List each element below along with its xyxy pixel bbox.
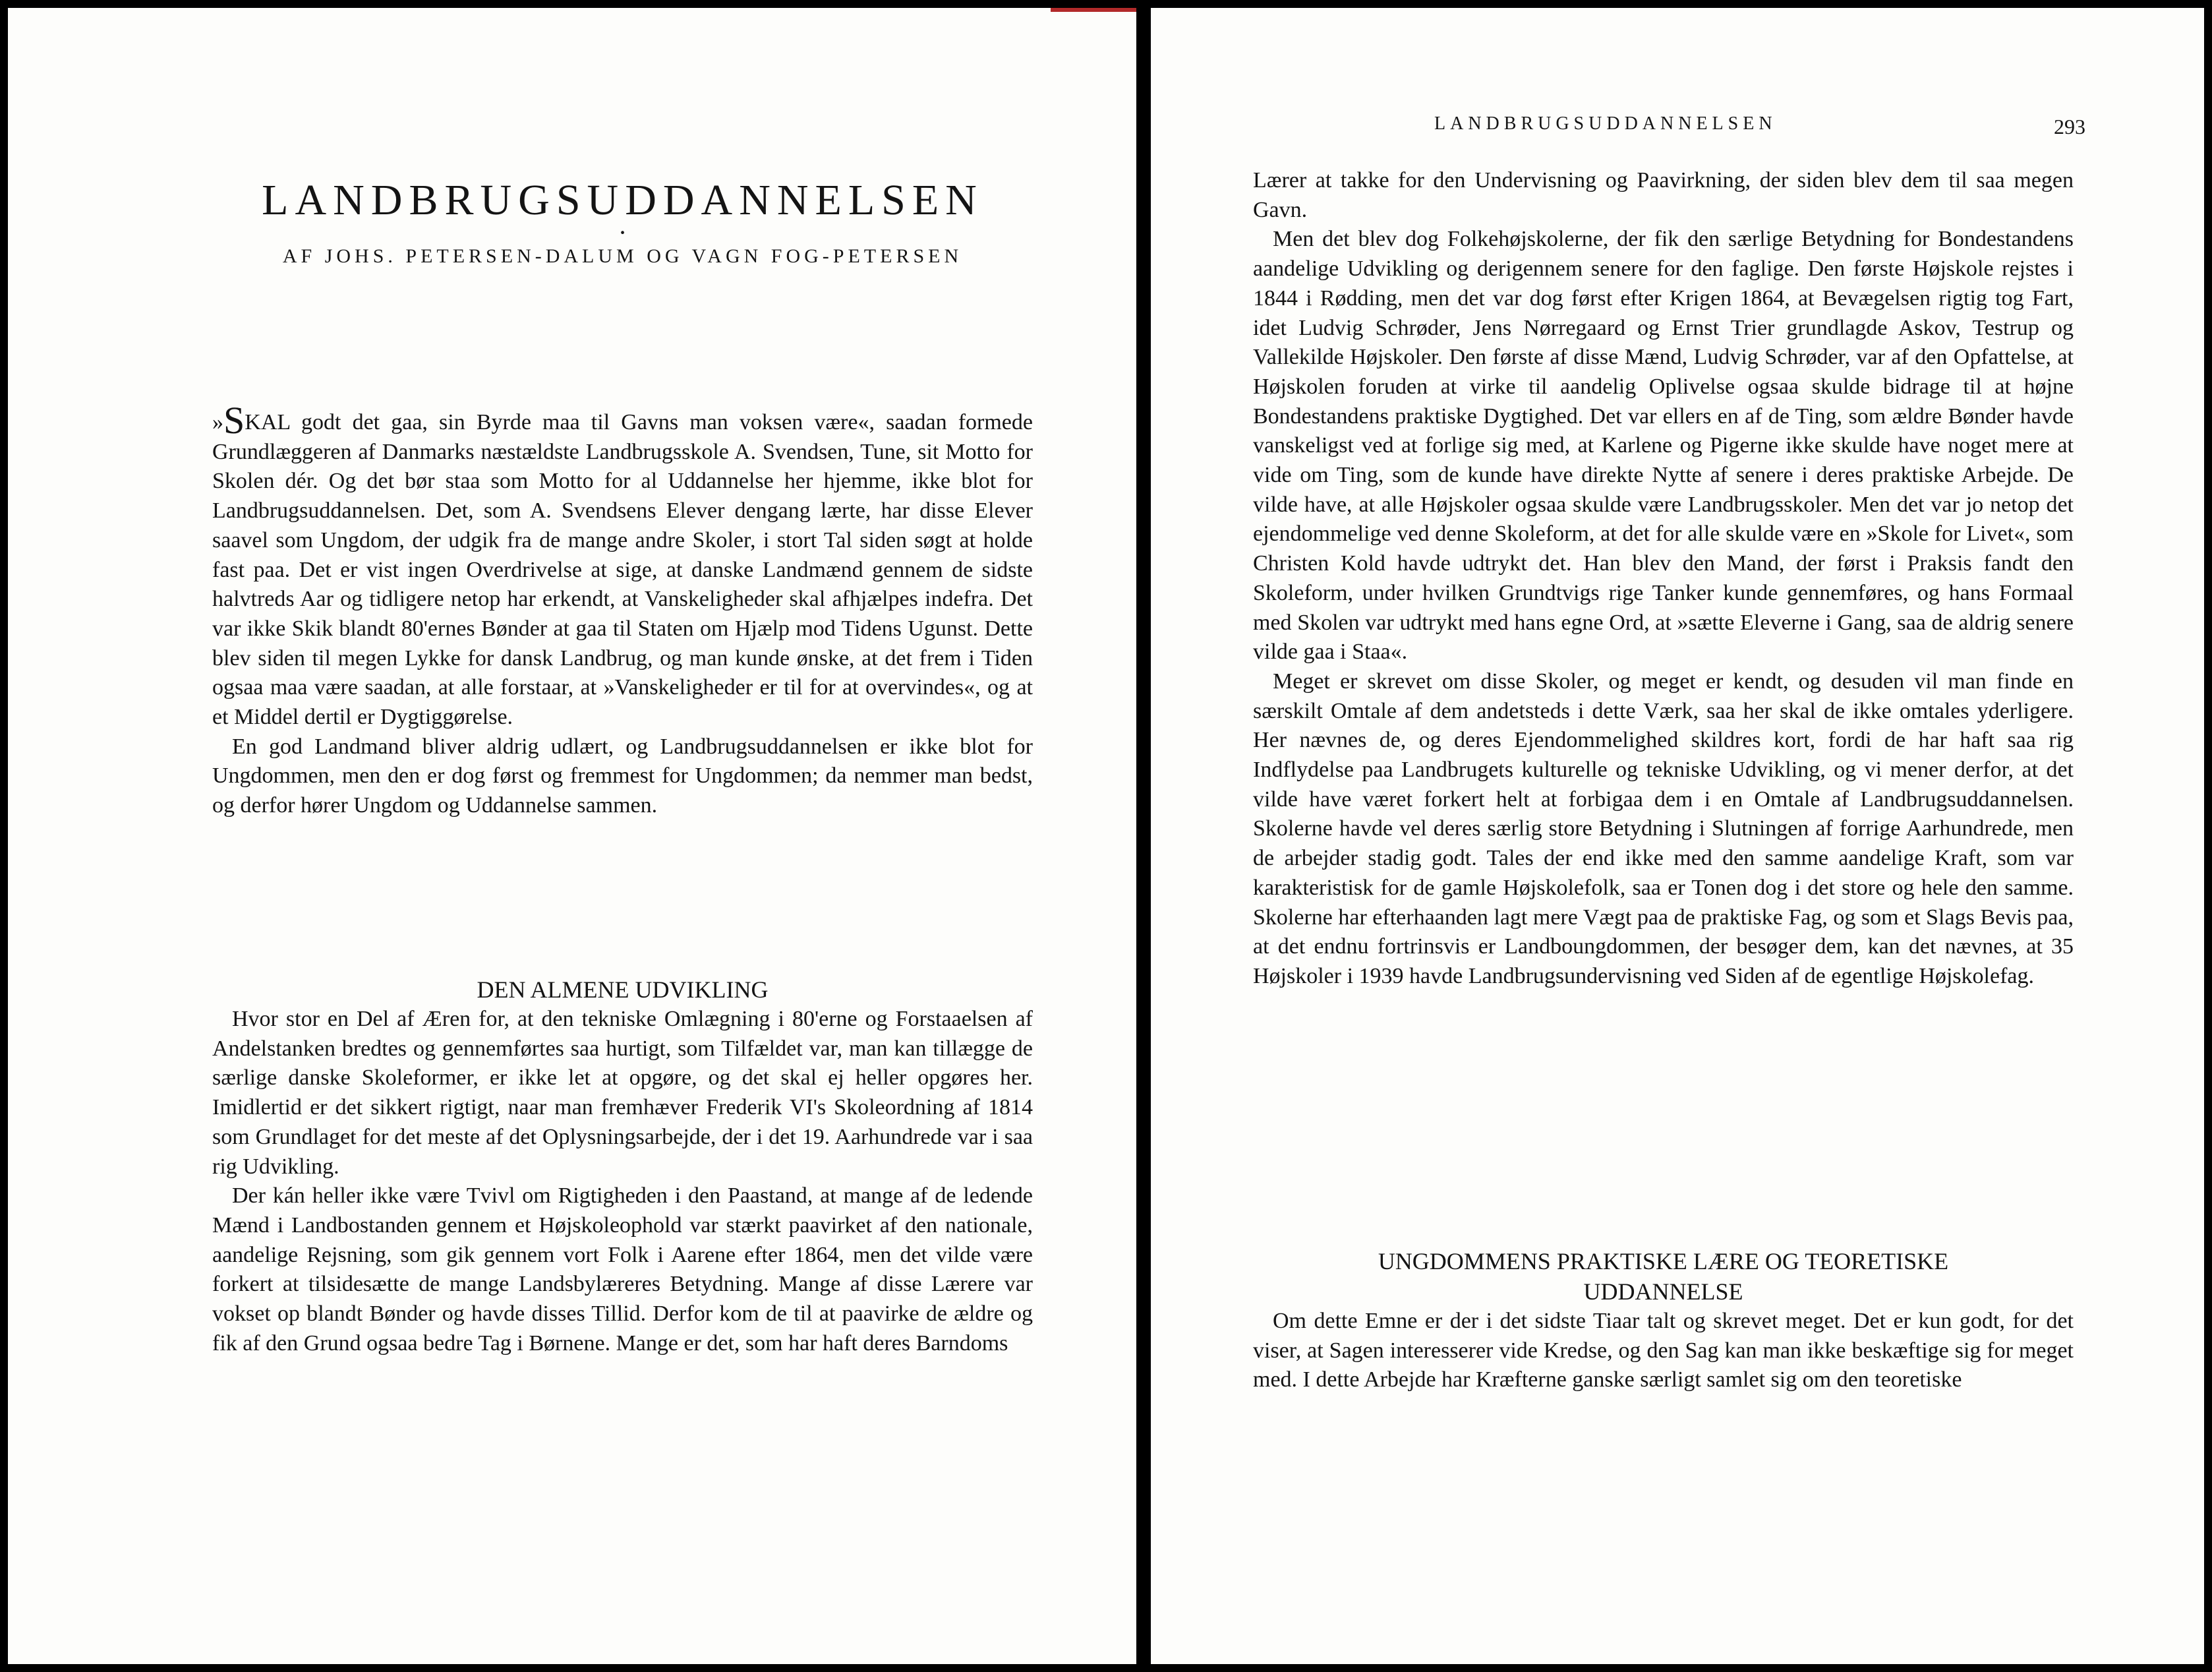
intro-paragraph: [212, 399, 1033, 732]
running-title: LANDBRUGSUDDANNELSEN: [1434, 113, 1777, 134]
right-body-section: [1253, 1246, 2074, 1395]
intro-quote-mark: »: [212, 410, 223, 434]
paragraph-folkehojskolerne: Men det blev dog Folkehøjskolerne, der fik den særlige Betydning for Bondestandens aandelige Udvikling og derigennem senere for den faglige. Den første Højskole rejstes i 1844 i Rødding, men det var dog først efter Krigen 1864, at Bevægelsen rigtig tog Fart, idet Ludvig Schrøder, Jens Nørregaard og Ernst Trier grundlagde Askov, Testrup og Vallekilde Højskoler. Den første af disse Mænd, Ludvig Schrøder, var af den Opfattelse, at Højskolen foruden at virke til aandelig Oplivelse ogsaa skulde bidrage til at højne Bondestandens praktiske Dygtighed. Det var ellers en af de Ting, som ældre Bønder havde vanskeligst ved at forlige sig med, at Karlene og Pigerne ikke skulde have noget mere at vide om Ting, som de kunde have direkte Nytte af senere i deres praktiske Arbejde. De vilde have, at alle Højskoler ogsaa skulde være Landbrugsskoler. Men det var jo netop det ejendommelige ved denne Skoleform, at det for alle skulde være en »Skole for Livet«, som Christen Kold havde udtrykt det. Han blev den Mand, der først i Praksis fandt den Skoleform, under hvilken Grundtvigs rige Tanker kunde gennemføres, og hans Formaal med Skolen var udtrykt med hans egne Ord, at »sætte Eleverne i Gang, saa de aldrig senere vilde gaa i Staa«.: [1253, 227, 2074, 665]
section-heading-line-1: UNGDOMMENS PRAKTISKE LÆRE OG TEORETISKE: [1378, 1248, 1949, 1274]
chapter-title: LANDBRUGSUDDANNELSEN: [262, 176, 983, 224]
section-heading-line-2: UDDANNELSE: [1583, 1278, 1743, 1305]
paragraph-3: Hvor stor en Del af Æren for, at den tekniske Omlægning i 80'erne og Forstaaelsen af Andelstanken bredtes og gennemførtes saa hurtigt, som Tilfældet var, man kan tillægge de særlige danske Skoleformer, er ikke let at opgøre, og det skal ej heller opgøres her. Imidlertid er det sikkert rigtigt, naar man fremhæver Frederik VI's Skoleordning af 1814 som Grundlaget for det meste af det Oplysningsarbejde, der i det 19. Aarhundrede var i saa rig Udvikling.: [212, 1007, 1033, 1179]
title-dot: ·: [618, 217, 627, 247]
left-body-section: [212, 974, 1033, 1358]
paragraph-emne: Om dette Emne er der i det sidste Tiaar talt og skrevet meget. Det er kun godt, for det viser, at Sagen interesserer vide Kredse, og den Sag kan man ikke beskæftige sig for meget med. I dette Arbejde har Kræfterne ganske særligt samlet sig om den teoretiske: [1253, 1309, 2074, 1392]
paragraph-2: En god Landmand bliver aldrig udlært, og Landbrugsuddannelsen er ikke blot for Ungdommen, men den er dog først og fremmest for Ungdommen; da nemmer man bedst, og derfor hører Ungdom og Uddannelse sammen.: [212, 734, 1033, 818]
intro-rest: saadan formede Grundlæggeren af Danmarks næstældste Landbrugsskole A. Svendsen, Tune, sit Motto for Skolen dér. Og det bør staa som Motto for al Uddannelse her hjemme, ikke blot for Landbrugsuddannelsen. Det, som A. Svendsens Elever dengang lærte, har disse Elever saavel som Ungdom, der udgik fra de mange andre Skoler, i stort Tal siden søgt at holde fast paa. Det er vist ingen Overdrivelse at sige, at danske Landmænd gennem de sidste halvtreds Aar og tidligere netop har erkendt, at Vanskeligheder skal afhjælpes indefra. Det var ikke Skik blandt 80'ernes Bønder at gaa til Staten om Hjælp mod Tidens Ugunst. Dette blev siden til megen Lykke for dansk Landbrug, og man kunde ønske, at det frem i Tiden ogsaa maa være saadan, at alle forstaar, at »Vanskeligheder er til for at overvindes«, og at et Middel dertil er Dygtiggørelse.: [212, 410, 1033, 730]
paragraph-4: Der kán heller ikke være Tvivl om Rigtigheden i den Paastand, at mange af de ledende Mænd i Landbostanden gennem et Højskoleophold var stærkt paavirket af den nationale, aandelige Rejsning, som gik gennem vort Folk i Aarene efter 1864, men det vilde være forkert at tilsidesætte de mange Landsbylæreres Betydning. Mange af disse Lærere var vokset op blandt Bønder og havde disses Tillid. Derfor kom de til at paavirke de ældre og fik af den Grund ogsaa bedre Tag i Børnene. Mange er det, som har haft deres Barndoms: [212, 1183, 1033, 1356]
intro-first-line: KAL godt det gaa, sin Byrde maa til Gavns man voksen være«,: [245, 410, 875, 434]
page-number: 293: [2054, 115, 2085, 138]
intro-dropcap: S: [223, 399, 245, 442]
section-heading: DEN ALMENE UDVIKLING: [477, 976, 769, 1003]
paragraph-continued: Lærer at takke for den Undervisning og Paavirkning, der siden blev dem til saa megen Gavn.: [1253, 168, 2074, 222]
paragraph-skoler: Meget er skrevet om disse Skoler, og meget er kendt, og desuden vil man finde en særskilt Omtale af dem andetsteds i dette Værk, saa her skal de ikke omtales yderligere. Her nævnes de, og deres Ejendommelighed skildres kort, fordi de har haft saa rig Indflydelse paa Landbrugets kulturelle og tekniske Udvikling, og vi mener derfor, at det vilde have været forkert helt at forbigaa dem i en Omtale af Landbrugsuddannelsen. Skolerne havde vel deres særlig store Betydning i Slutningen af forrige Aarhundrede, men de arbejder stadig godt. Tales der end ikke med den samme aandelige Kraft, som var karakteristisk for de gamle Højskolefolk, saa er Tonen dog i det store og hele den samme. Skolerne har efterhaanden lagt mere Vægt paa de praktiske Fag, og som et Slags Bevis paa, at det endnu fortrinsvis er Landboungdommen, der besøger dem, kan det nævnes, at 35 Højskoler i 1939 havde Landbrugsundervisning ved Siden af de egentlige Højskolefag.: [1253, 669, 2074, 988]
authors-line: AF JOHS. PETERSEN-DALUM OG VAGN FOG-PETERSEN: [282, 245, 963, 267]
red-edge-mark: [1051, 8, 1136, 12]
title-block: [212, 177, 1033, 268]
left-page: [8, 8, 1136, 1664]
right-body-top: [1253, 166, 2074, 992]
right-page: [1151, 8, 2204, 1664]
left-body-intro: [212, 399, 1033, 821]
